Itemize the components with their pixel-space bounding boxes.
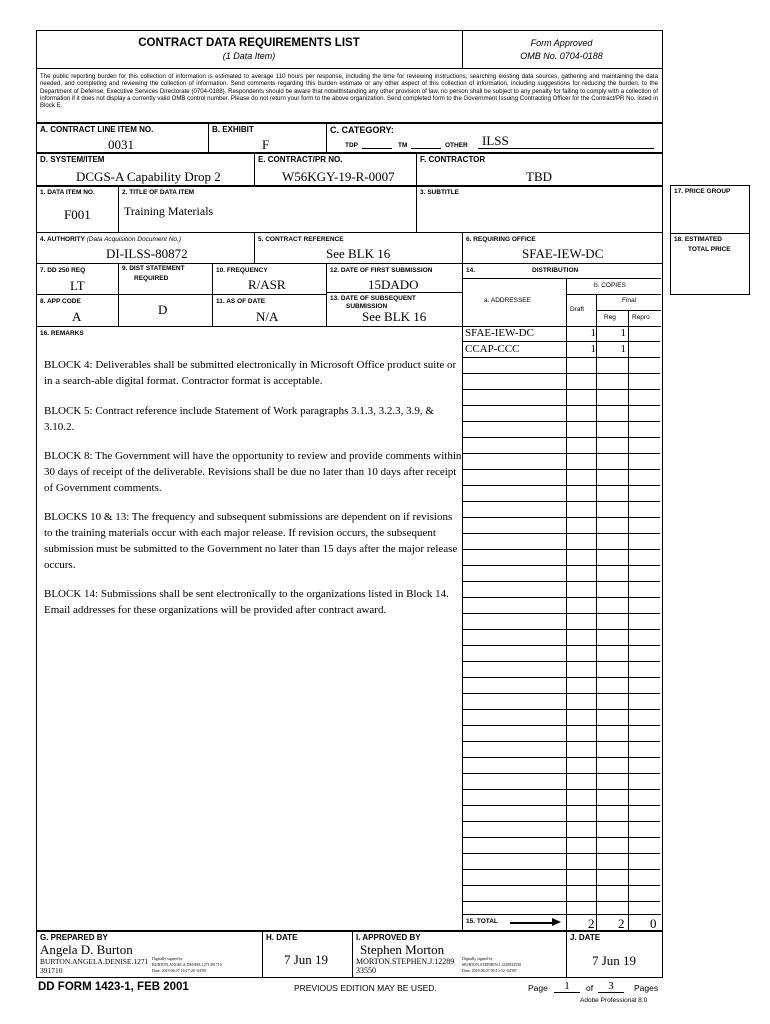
final-header: Final xyxy=(622,297,637,304)
remark-block-4: BLOCK 4: Deliverables shall be submitted electronically in Microsoft Office product suite or in a search-able digital format. Contractor format is acceptable. xyxy=(44,359,457,387)
distribution-row[interactable] xyxy=(462,694,660,710)
date-h-value[interactable]: 7 Jun 19 xyxy=(284,952,329,967)
distribution-row[interactable] xyxy=(462,454,660,470)
system-item-value[interactable]: DCGS-A Capability Drop 2 xyxy=(76,169,221,184)
contract-line-item-label: A. CONTRACT LINE ITEM NO. xyxy=(40,125,154,134)
frequency-value[interactable]: R/ASR xyxy=(248,277,286,292)
distribution-row[interactable] xyxy=(462,518,660,534)
contract-line-item-value[interactable]: 0031 xyxy=(108,137,134,152)
price-group-label: 17. PRICE GROUP xyxy=(674,188,731,195)
distribution-row[interactable] xyxy=(462,438,660,454)
contract-reference-value[interactable]: See BLK 16 xyxy=(326,246,391,261)
prepared-by-name[interactable]: Angela D. Burton xyxy=(40,942,133,957)
approved-sig-name: MORTON.STEPHEN.J.12289 xyxy=(356,957,455,966)
approved-sig-note-3: Date: 2019.06.07 09:13:52 -04'00' xyxy=(462,968,517,973)
data-item-no-label: 1. DATA ITEM NO. xyxy=(40,189,95,196)
draft-copies-cell: 1 xyxy=(590,343,596,355)
distribution-row[interactable] xyxy=(462,582,660,598)
page-number: 1 xyxy=(554,980,580,993)
distribution-row[interactable] xyxy=(462,710,660,726)
of-word: of xyxy=(586,983,594,993)
approved-by-signature[interactable] xyxy=(356,956,564,976)
date-j-value[interactable]: 7 Jun 19 xyxy=(592,953,637,968)
distribution-row[interactable] xyxy=(462,614,660,630)
distribution-row[interactable] xyxy=(462,854,660,870)
distribution-row[interactable] xyxy=(462,502,660,518)
distribution-row[interactable] xyxy=(462,822,660,838)
distribution-row[interactable] xyxy=(462,598,660,614)
estimated-price-label: 18. ESTIMATED xyxy=(674,236,722,243)
dd250-value[interactable]: LT xyxy=(70,278,85,293)
authority-label: 4. AUTHORITY (Data Acquisition Document No.) xyxy=(40,236,182,243)
distribution-row[interactable] xyxy=(462,358,660,374)
distribution-row[interactable] xyxy=(462,550,660,566)
distribution-row[interactable] xyxy=(462,534,660,550)
distribution-row[interactable] xyxy=(462,742,660,758)
distribution-row[interactable] xyxy=(462,790,660,806)
total-price-label: TOTAL PRICE xyxy=(688,246,731,253)
as-of-date-label: 11. AS OF DATE xyxy=(216,298,266,305)
page-count: 3 xyxy=(598,980,624,993)
first-submission-value[interactable]: 15DADO xyxy=(368,277,419,292)
pages-word: Pages xyxy=(634,983,659,993)
subsequent-submission-label-2: SUBMISSION xyxy=(346,303,388,310)
prepared-sig-note-3: Date: 2019.06.07 16:17:20 -04'00' xyxy=(152,968,207,973)
contractor-label: F. CONTRACTOR xyxy=(420,155,486,164)
distribution-row[interactable] xyxy=(462,374,660,390)
approved-by-label: I. APPROVED BY xyxy=(356,933,421,942)
form-number: DD FORM 1423-1, FEB 2001 xyxy=(38,981,189,993)
distribution-row[interactable] xyxy=(462,726,660,742)
frequency-label: 10. FREQUENCY xyxy=(216,267,268,274)
category-value[interactable]: ILSS xyxy=(482,133,509,148)
app-code-label: 8. APP CODE xyxy=(40,298,81,305)
reg-header: Reg xyxy=(604,314,616,321)
prepared-by-label: G. PREPARED BY xyxy=(40,933,108,942)
app-code-value[interactable]: A xyxy=(72,309,82,324)
distribution-row[interactable] xyxy=(462,422,660,438)
requiring-office-value[interactable]: SFAE-IEW-DC xyxy=(522,246,604,261)
contract-pr-value[interactable]: W56KGY-19-R-0007 xyxy=(282,169,395,184)
category-other: OTHER xyxy=(445,142,468,149)
approved-sig-note-1: Digitally signed by xyxy=(462,956,493,961)
contract-reference-label: 5. CONTRACT REFERENCE xyxy=(258,236,344,243)
distribution-row[interactable] xyxy=(462,758,660,774)
subsequent-submission-value[interactable]: See BLK 16 xyxy=(362,309,427,324)
approved-sig-note-2: MORTON.STEPHEN.J.1228933550 xyxy=(462,962,522,967)
exhibit-value[interactable]: F xyxy=(262,137,270,152)
copies-header: b. COPIES xyxy=(594,282,626,289)
distribution-row[interactable] xyxy=(462,470,660,486)
approved-sig-id: 33550 xyxy=(356,966,376,975)
exhibit-label: B. EXHIBIT xyxy=(212,125,254,134)
previous-edition: PREVIOUS EDITION MAY BE USED. xyxy=(294,983,437,993)
distribution-number: 14. xyxy=(466,267,476,274)
total-reg: 2 xyxy=(618,916,625,931)
distribution-row[interactable] xyxy=(462,486,660,502)
remarks-label: 16. REMARKS xyxy=(40,330,84,337)
dist-statement-label: 9. DIST STATEMENT xyxy=(122,265,185,272)
distribution-row[interactable] xyxy=(462,870,660,886)
date-j-label: J. DATE xyxy=(570,933,601,942)
remark-blocks-10-13: BLOCKS 10 & 13: The frequency and subsequent submissions are dependent on if revisions to the training materials occur with each major release. If revision occurs, the subsequent submission must be submitted to the Government no later than 15 days after the major release occurs. xyxy=(44,511,458,571)
date-h-label: H. DATE xyxy=(266,933,298,942)
distribution-row[interactable] xyxy=(462,678,660,694)
prepared-by-signature[interactable] xyxy=(40,956,260,976)
prepared-sig-note-2: BURTON.ANGELA.DENISE.1271391710 xyxy=(152,962,222,967)
contractor-value[interactable]: TBD xyxy=(526,169,552,184)
category-label: C. CATEGORY: xyxy=(330,125,394,135)
dd250-label: 7. DD 250 REQ xyxy=(40,267,86,274)
burden-statement: The public reporting burden for this collection of information is estimated to average 110 hours per response, including the time for reviewing instructions, searching existing data sources, gathering and maintaining the data needed, and completing and reviewing the collection of information. Send comments regarding this burden estimate or any other aspect of this collection of information, including suggestions for reducing the burden, to the Department of Defense, Executive Services Directorate (0704-0188). Respondents should be aware that notwithstanding any other provision of law, no person shall be subject to any penalty for failing to comply with a collection of information if it does not display a currently valid OMB control number. Please do not return your form to the above organization. Send completed form to the Government Issuing Contracting Officer for the Contract/PR No. listed in Block E. xyxy=(40,73,658,110)
prepared-sig-id: 391710 xyxy=(40,966,63,975)
category-tdp: TDP xyxy=(345,142,358,149)
repro-header: Repro xyxy=(632,314,650,321)
category-tm: TM xyxy=(398,142,408,149)
authority-value[interactable]: DI-ILSS-80872 xyxy=(106,246,188,261)
distribution-row[interactable] xyxy=(462,342,660,358)
addressee-header: a. ADDRESSEE xyxy=(484,297,531,304)
distribution-row[interactable] xyxy=(462,838,660,854)
subtitle-label: 3. SUBTITLE xyxy=(420,189,460,196)
data-item-no-value[interactable]: F001 xyxy=(64,207,91,222)
addressee-cell: CCAP-CCC xyxy=(465,343,520,355)
distribution-row[interactable] xyxy=(462,886,660,902)
total-arrow-head-icon xyxy=(552,918,561,926)
distribution-row[interactable] xyxy=(462,406,660,422)
distribution-row[interactable] xyxy=(462,390,660,406)
total-draft: 2 xyxy=(588,916,595,931)
approved-by-name[interactable]: Stephen Morton xyxy=(360,942,445,957)
distribution-row[interactable] xyxy=(462,326,660,342)
distribution-row[interactable] xyxy=(462,630,660,646)
subsequent-submission-label: 13. DATE OF SUBSEQUENT xyxy=(330,295,416,302)
form-approved: Form Approved xyxy=(530,38,593,48)
total-arrow-icon xyxy=(510,922,552,924)
reg-copies-cell: 1 xyxy=(620,343,626,355)
form-subtitle: (1 Data Item) xyxy=(222,51,276,61)
remark-block-14: BLOCK 14: Submissions shall be sent electronically to the organizations listed in Block 14. Email addresses for these organizations will be provided after contract award. xyxy=(44,588,449,616)
system-item-label: D. SYSTEM/ITEM xyxy=(40,155,105,164)
distribution-label: DISTRIBUTION xyxy=(532,267,579,274)
distribution-row[interactable] xyxy=(462,646,660,662)
total-repro: 0 xyxy=(650,916,657,931)
addressee-cell: SFAE-IEW-DC xyxy=(465,327,534,339)
distribution-row[interactable] xyxy=(462,774,660,790)
total-label: 15. TOTAL xyxy=(466,918,498,925)
remark-block-8: BLOCK 8: The Government will have the opportunity to review and provide comments within 30 days of receipt of the deliverable. Revisions shall be due no later than 10 days after receipt of Government comments. xyxy=(44,450,462,494)
dist-statement-required-label: REQUIRED xyxy=(134,275,169,282)
page-word: Page xyxy=(528,983,548,993)
title-label: 2. TITLE OF DATA ITEM xyxy=(122,189,195,196)
form-title: CONTRACT DATA REQUIREMENTS LIST xyxy=(138,37,360,49)
draft-copies-cell: 1 xyxy=(590,327,596,339)
software-note: Adobe Professional 8.0 xyxy=(580,997,648,1004)
reg-copies-cell: 1 xyxy=(620,327,626,339)
first-submission-label: 12. DATE OF FIRST SUBMISSION xyxy=(330,267,433,274)
authority-note: (Data Acquisition Document No.) xyxy=(86,236,182,243)
prepared-sig-note-1: Digitally signed by xyxy=(152,956,183,961)
distribution-row[interactable] xyxy=(462,566,660,582)
contract-pr-label: E. CONTRACT/PR NO. xyxy=(258,155,343,164)
omb-number: OMB No. 0704-0188 xyxy=(520,51,603,61)
remark-block-5: BLOCK 5: Contract reference include Statement of Work paragraphs 3.1.3, 3.2.3, 3.9, & 3.10.2. xyxy=(44,405,434,433)
distribution-row[interactable] xyxy=(462,806,660,822)
prepared-sig-name: BURTON.ANGELA.DENISE.1271 xyxy=(40,957,149,966)
as-of-date-value[interactable]: N/A xyxy=(256,309,279,324)
draft-header: Draft xyxy=(570,306,585,313)
title-value[interactable]: Training Materials xyxy=(124,204,214,218)
dist-statement-value[interactable]: D xyxy=(158,302,168,317)
distribution-row[interactable] xyxy=(462,662,660,678)
requiring-office-label: 6. REQUIRING OFFICE xyxy=(466,236,536,243)
